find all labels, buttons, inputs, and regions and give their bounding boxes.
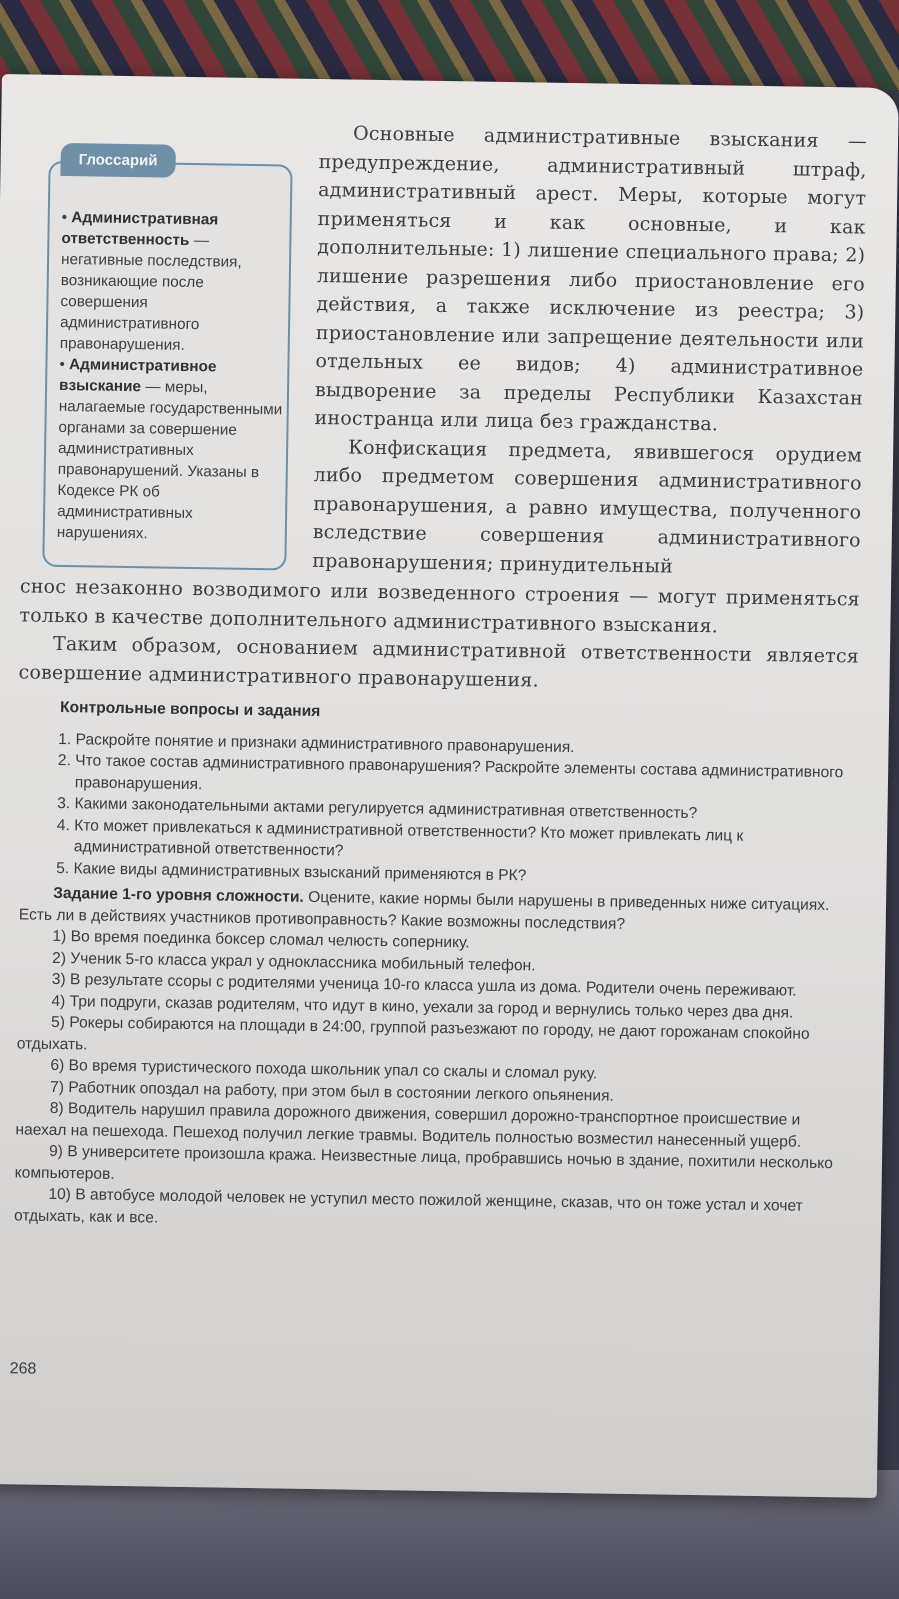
main-text-top: [312, 119, 867, 584]
situation-item: 9) В университете произошла кража. Неизвестные лица, пробравшись ночью в здание, похитили несколько компьютеров.: [14, 1142, 833, 1183]
questions-list: [19, 728, 857, 892]
question-item: 3. Какими законодательными актами регулируется административная ответственность?: [74, 793, 856, 827]
glossary-box: [42, 151, 292, 571]
question-item: 1. Раскройте понятие и признаки административного правонарушения.: [75, 729, 857, 763]
glossary-term: Административная ответственность: [61, 209, 219, 249]
questions-heading: Контрольные вопросы и задания: [59, 698, 321, 721]
situation-item: 1) Во время поединка боксер сломал челюсть сопернику.: [52, 927, 470, 952]
situation-item: 7) Работник опоздал на работу, при этом был в состоянии легкого опьянения.: [49, 1078, 614, 1105]
question-item: 5. Какие виды административных взысканий применяются в РК?: [73, 858, 855, 892]
glossary-tag: Глоссарий: [60, 143, 175, 178]
page-number: 268: [9, 1360, 37, 1378]
main-text-full: [18, 572, 860, 699]
situation-item: 10) В автобусе молодой человек не уступил место пожилой женщине, сказав, что он тоже устал и хочет отдыхать, как и все.: [13, 1185, 803, 1227]
questions-section: [14, 696, 858, 1239]
situation-item: 8) Водитель нарушил правила дорожного движения, совершил дорожно-транспортное происшествие и наехал на пешехода. Пешеход получил легкие травмы. Водитель полностью возместил нанесенный ущерб.: [15, 1099, 802, 1151]
glossary-item: • Административное взыскание — меры, налагаемые государственными органами за совершение административных правонарушений. Указаны в Кодексе РК об административных нарушениях.: [56, 355, 283, 543]
glossary-definition: — меры, налагаемые государственными органами за совершение административных правонарушений. Указаны в Кодексе РК об административных нарушениях.: [56, 378, 283, 543]
question-item: 2. Что такое состав административного правонарушения? Раскройте элементы состава административного правонарушения.: [75, 750, 858, 805]
paragraph-conclusion: Таким образом, основанием административной ответственности является совершение административного правонарушения.: [18, 632, 860, 692]
situation-item: 4) Три подруги, сказав родителям, что идут в кино, уехали за город и вернулись только через два дня.: [51, 992, 794, 1022]
task-text: Оцените, какие нормы были нарушены в приведенных ниже ситуациях. Есть ли в действиях участников противоправность? Какие возможны последствия?: [18, 888, 830, 933]
situation-item: 2) Ученик 5-го класса украл у одноклассника мобильный телефон.: [51, 949, 536, 974]
glossary-term: Административное взыскание: [58, 356, 217, 396]
question-item: 4. Кто может привлекаться к административной ответственности? Кто может привлекать лиц к административной ответственности?: [74, 815, 857, 870]
situation-item: 6) Во время туристического похода школьник упал со скалы и сломал руку.: [50, 1056, 598, 1083]
paragraph-penalties: Основные административные взыскания — предупреждение, административный штраф, административный арест. Меры, которые могут применяться и как основные, и как дополнительные: 1) лишение специального права; 2) лишение разрешения либо приостановление его действия, а также исключение из реестра; 3) приостановление или запрещение деятельности или отдельных ее видов; 4) административное выдворение за пределы Республики Казахстан иностранца или лица без гражданства.: [314, 122, 868, 436]
glossary-body: [57, 207, 286, 546]
situation-item: 5) Рокеры собираются на площади в 24:00, группой разъезжают по городу, не дают горожанам спокойно отдыхать.: [16, 1013, 810, 1053]
paragraph-confiscation-cont: снос незаконно возводимого или возведенного строения — могут применяться только в качестве дополнительного административного взыскания.: [19, 575, 861, 637]
task-title: Задание 1-го уровня сложности.: [53, 884, 304, 906]
glossary-definition: — негативные последствия, возникающие после совершения административного правонарушения.: [59, 231, 242, 354]
textbook-page: [0, 74, 899, 1498]
paragraph-confiscation: Конфискация предмета, явившегося орудием либо предметом совершения административного правонарушения, а равно имущества, полученного вследствие совершения административного правонарушения; принудительный: [312, 435, 863, 578]
glossary-item: • Административная ответственность — негативные последствия, возникающие после совершения административного правонарушения.: [59, 208, 242, 354]
situation-item: 3) В результате ссоры с родителями ученица 10-го класса ушла из дома. Родители очень переживают.: [51, 970, 797, 1000]
